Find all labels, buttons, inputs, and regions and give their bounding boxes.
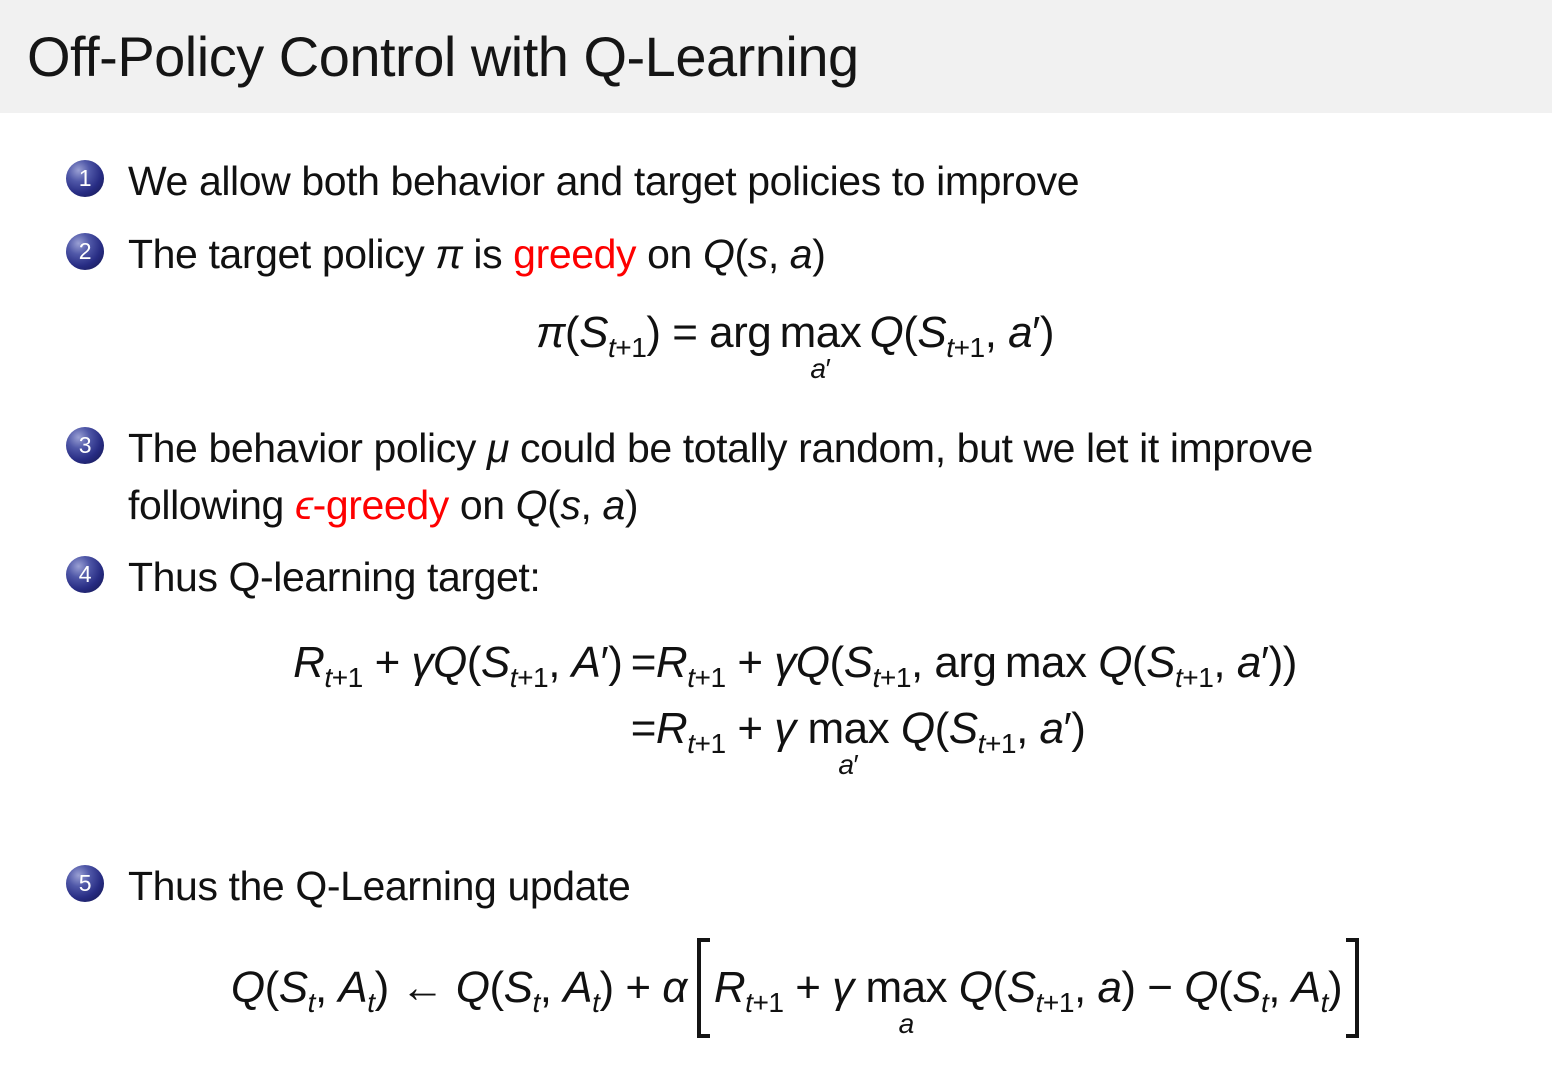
bullet-text-2: The target policy π is greedy on Q(s, a) <box>128 230 826 277</box>
bullet-item-4 <box>66 549 1524 606</box>
bullet-item-3 <box>66 420 1524 533</box>
bullet-ball-5 <box>66 865 104 902</box>
bullet-text-3: The behavior policy μ could be totally random, but we let it improve following ϵ-greedy on Q(s, a) <box>128 425 1313 528</box>
equation-target-rhs-1: $=R_{t+1} + \gamma Q(S_{t+1}$, arg $\max Q(S_{t+1}$, a′)) <box>630 637 1297 693</box>
bullet-number-3: 3 <box>78 432 92 459</box>
equation-update-left: $Q(S_t$, $A_t$) ← $Q(S_t$, $A_t) + \alpha$ <box>230 963 687 1019</box>
bullet-number-1: 1 <box>78 165 92 191</box>
equation-qlearning-target <box>293 634 1297 814</box>
slide-title: Off-Policy Control with Q-Learning <box>27 25 859 88</box>
slide-body <box>0 113 1552 1038</box>
bullet-ball-4 <box>66 556 104 593</box>
equation-update-inner: $R_{t+1} + \gamma$ max a $Q(S_{t+1}$, $a) - Q(S_t$, $A_t$) <box>713 963 1343 1040</box>
bullet-item-2 <box>66 226 1524 283</box>
equation-target-line-2 <box>293 700 1297 780</box>
title-bar <box>0 0 1552 113</box>
right-bracket <box>1346 938 1359 1038</box>
bullet-number-2: 2 <box>78 237 92 264</box>
equation-target-line-1 <box>293 634 1297 700</box>
equation-greedy-policy: $\pi(S_{t+1})$ = arg max a′ $Q(S_{t+1}$, a′) <box>535 308 1055 385</box>
left-bracket <box>697 938 710 1038</box>
bullet-ball-2 <box>66 233 104 270</box>
bullet-ball-3 <box>66 427 104 464</box>
bullet-text-5: Thus the Q-Learning update <box>128 862 631 909</box>
equation-qlearning-update <box>66 938 1524 1038</box>
bullet-text-4: Thus Q-learning target: <box>128 554 541 601</box>
bullet-text-1: We allow both behavior and target policies to improve <box>128 158 1080 204</box>
equation-target-lhs: $R_{t+1} + \gamma Q(S_{t+1}$, A′) <box>293 637 631 693</box>
bullet-ball-1 <box>66 160 104 197</box>
bullet-number-5: 5 <box>78 869 92 896</box>
bullet-item-1 <box>66 153 1524 210</box>
equation-target-lhs-empty <box>293 700 631 766</box>
bullet-number-4: 4 <box>78 561 92 588</box>
equation-target-rhs-2: $=R_{t+1} + \gamma$ max a′ $Q(S_{t+1}$, a′) <box>630 703 1086 780</box>
bullet-item-5 <box>66 858 1524 915</box>
